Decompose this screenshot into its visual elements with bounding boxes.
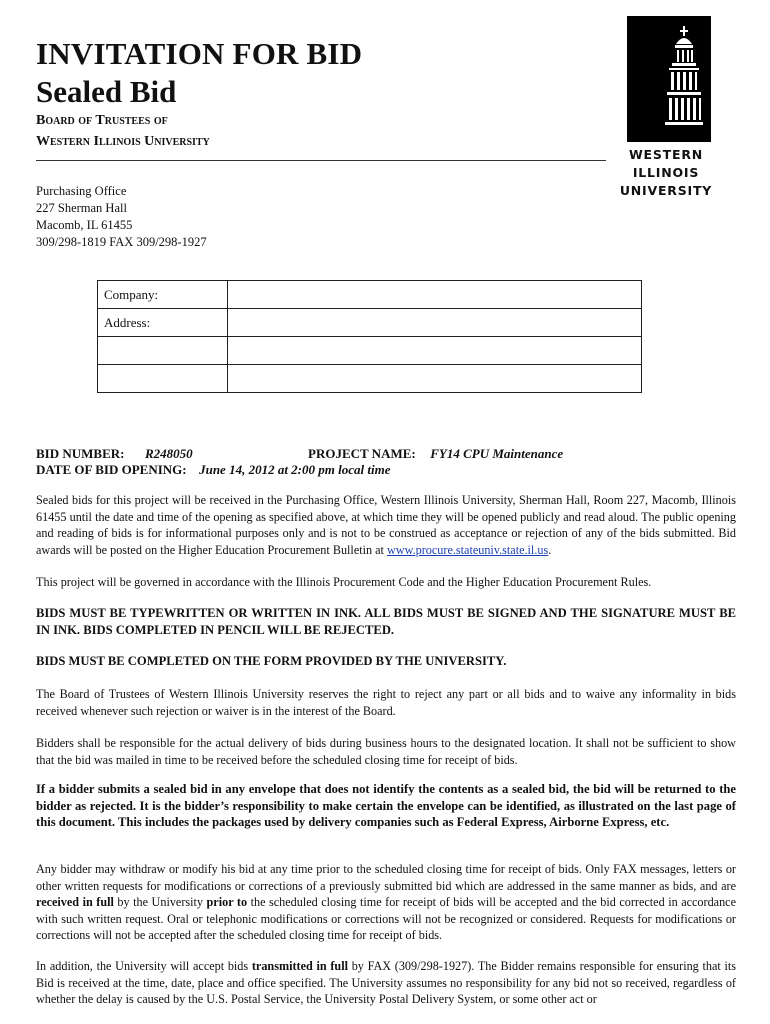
procurement-bulletin-link[interactable]: www.procure.stateuniv.state.il.us [386,542,549,557]
address-line-1: Purchasing Office [36,184,127,198]
paragraph-text: by the University [113,895,207,909]
address-field[interactable] [228,309,642,337]
header-divider [36,160,606,161]
address-line-3: Macomb, IL 61455 [36,218,133,232]
paragraph-form-requirement: BIDS MUST BE COMPLETED ON THE FORM PROVIDED BY THE UNIVERSITY. [36,654,507,668]
company-label: Company: [98,281,228,309]
bid-number-label: BID NUMBER: [36,446,125,461]
paragraph-ink-requirement: BIDS MUST BE TYPEWRITTEN OR WRITTEN IN INK. ALL BIDS MUST BE SIGNED AND THE SIGNATURE MUST BE IN INK. BIDS COMPLETED IN PENCIL WILL BE REJECTED. [36,606,736,637]
paragraph-envelope: If a bidder submits a sealed bid in any envelope that does not identify the contents as a sealed bid, the bid will be returned to the bidder as rejected. It is the bidder’s responsibility to make certain the envelope can be identified, as illustrated on the last page of this document. This includes the packages used by delivery companies such as Federal Express, Airborne Express, etc. [36,782,736,829]
logo-line-1: WESTERN [628,147,704,162]
address-field-3[interactable] [228,365,642,393]
address-line-2: 227 Sherman Hall [36,201,127,215]
paragraph-text: Sealed bids for this project will be received in the Purchasing Office, Western Illinois University, Sherman Hall, Room 227, Macomb, Illinois 61455 until the date and time of the opening as specified above, at which time they will be opened publicly and read aloud. The public opening and reading of bids is for informational purposes only and is not to be construed as acceptance or rejection of any of the bids submitted. Bid awards will be posted on the Higher Education Procurement Bulletin at [36,493,736,557]
address-row-2 [98,337,642,365]
address-line-4: 309/298-1819 FAX 309/298-1927 [36,235,207,249]
project-name-label: PROJECT NAME: [308,446,416,461]
document-title: INVITATION FOR BID [36,36,363,71]
paragraph-reject-rights: The Board of Trustees of Western Illinois University reserves the right to reject any part or all bids and to waive any informality in bids received whenever such rejection or waiver is in the interest of the Board. [36,687,736,718]
bid-number-value: R248050 [144,446,193,461]
paragraph-fax-bids [36,958,736,1008]
company-info-table [97,280,642,393]
bid-opening-label: DATE OF BID OPENING: [36,462,187,477]
blank-label-cell [98,337,228,365]
paragraph-withdraw-modify [36,861,736,944]
emphasis-text: prior to [206,895,248,909]
blank-label-cell [98,365,228,393]
university-logo-text [606,146,726,200]
board-line-1: Board of Trustees of [36,113,168,128]
paragraph-text: Any bidder may withdraw or modify his bid at any time prior to the scheduled closing time for receipt of bids. Only FAX messages, letters or other written requests for modifications or corrections of a previously submitted bid which are addressed in the same manner as bids, and are [36,862,736,893]
university-tower-icon [627,16,711,142]
bid-number-line [36,446,193,462]
board-line-2: Western Illinois University [36,134,210,149]
document-subtitle: Sealed Bid [36,74,177,109]
paragraph-end: . [548,542,552,557]
logo-line-2: ILLINOIS [632,165,700,180]
company-row [98,281,642,309]
paragraph-sealed-bids [36,492,736,558]
paragraph-text: In addition, the University will accept bids [36,959,252,973]
emphasis-text: received in full [36,895,114,909]
bid-opening-value: June 14, 2012 at 2:00 pm local time [199,462,391,477]
emphasis-text: transmitted in full [251,959,348,973]
paragraph-delivery: Bidders shall be responsible for the actual delivery of bids during business hours to the designated location. It shall not be sufficient to show that the bid was mailed in time to be received before the scheduled closing time for receipt of bids. [36,736,736,767]
project-name-line [308,446,563,462]
purchasing-office-address [36,183,207,251]
project-name-value: FY14 CPU Maintenance [430,446,564,461]
address-field-2[interactable] [228,337,642,365]
paragraph-text: by FAX (309/298-1927). The Bidder remains responsible for ensuring that its Bid is received at the time, date, place and office specified. The University assumes no responsibility for any bid not so received, regardless of whether the delay is caused by the U.S. Postal Service, the University Postal Delivery System, or some other act or [36,959,736,1006]
paragraph-text: the scheduled closing time for receipt of bids will be accepted and the bid corrected in accordance with such written request. Oral or telephonic modifications or corrections will not be recognized or considered. Requests for modifications or corrections will not be accepted after the scheduled closing time for receipt of bids. [36,895,736,942]
bid-opening-line [36,462,390,478]
logo-line-3: UNIVERSITY [619,183,713,198]
address-label: Address: [98,309,228,337]
company-field[interactable] [228,281,642,309]
address-row-3 [98,365,642,393]
paragraph-governing-law: This project will be governed in accordance with the Illinois Procurement Code and the Higher Education Procurement Rules. [36,575,652,589]
address-row [98,309,642,337]
